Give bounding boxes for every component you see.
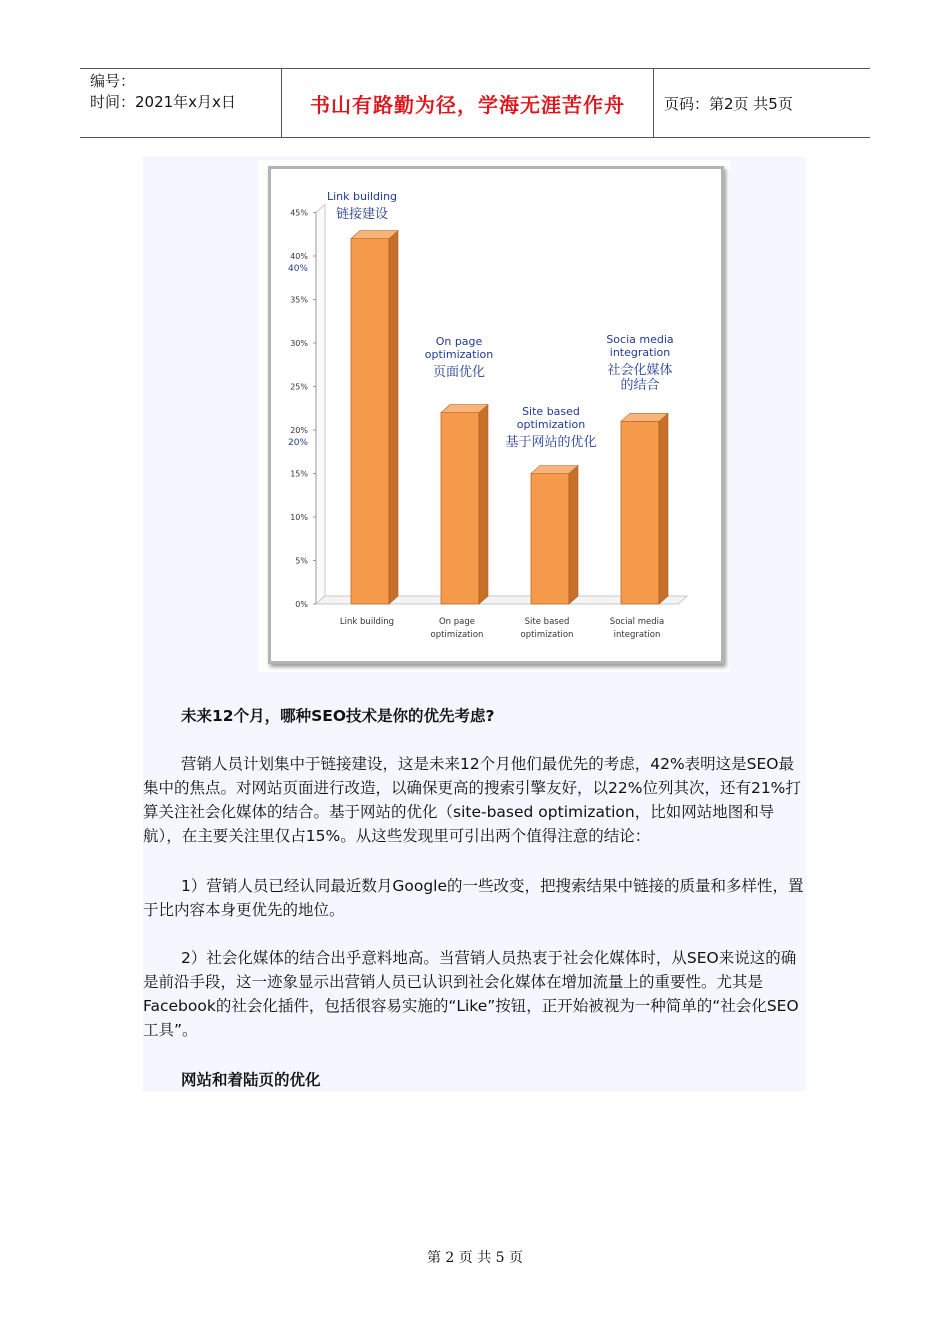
annotation-en: integration xyxy=(609,346,671,359)
y-tick-label: 40% xyxy=(290,252,308,261)
x-tick-label: On page xyxy=(438,617,476,627)
header-page-info: 页码：第2页 共5页 xyxy=(664,94,793,113)
annotation-zh: 的结合 xyxy=(620,378,660,393)
x-tick-label: Social media xyxy=(609,617,665,627)
y-tick-label: 10% xyxy=(290,513,308,522)
bar-front xyxy=(351,239,389,604)
x-tick-label: Link building xyxy=(339,617,395,627)
y-tick-label: 35% xyxy=(290,295,308,305)
header-meta xyxy=(80,69,282,137)
y-tick-label: 0% xyxy=(295,600,308,609)
paragraph-2: 1）营销人员已经认同最近数月Google的一些改变，把搜索结果中链接的质量和多样性，置于比内容本身更优先的地位。 xyxy=(143,877,804,919)
bar-side xyxy=(569,466,578,605)
x-tick-label: Site based xyxy=(524,617,570,627)
y-tick-label: 5% xyxy=(295,556,308,566)
y-tick-label: 45% xyxy=(290,208,308,218)
bar-front xyxy=(531,474,569,605)
paragraph-3: 2）社会化媒体的结合出乎意料地高。当营销人员热衷于社会化媒体时，从SEO来说这的确是前沿手段，这一迹象显示出营销人员已认识到社会化媒体在增加流量上的重要性。尤其是Facebook的社会化插件，包括很容易实施的“Like”按钮，正开始被视为一种简单的“社会化SEO工具”。 xyxy=(143,949,799,1039)
header-motto: 书山有路勤为径，学海无涯苦作舟 xyxy=(282,69,654,137)
annotation-zh: 社会化媒体 xyxy=(607,363,673,378)
bar-front xyxy=(621,421,659,604)
annotation-zh: 链接建设 xyxy=(335,207,389,222)
section-heading: 网站和着陆页的优化 xyxy=(181,1071,321,1089)
annotation-en: Site based xyxy=(522,405,580,418)
paragraph-1: 营销人员计划集中于链接建设，这是未来12个月他们最优先的考虑，42%表明这是SEO最集中的焦点。对网站页面进行改造，以确保更高的搜索引擎友好，以22%位列其次，还有21%打算关注社会化媒体的结合。基于网站的优化（site-based optimization，比如网站地图和导航），在主要关注里仅占15%。从这些发现里可引出两个值得注意的结论： xyxy=(143,755,801,845)
annotation-en: Link building xyxy=(326,190,398,203)
annotation-en: optimization xyxy=(424,348,494,361)
bar-side xyxy=(479,405,488,604)
page-footer: 第 2 页 共 5 页 xyxy=(426,1250,524,1266)
y-highlight-label: 20% xyxy=(287,438,308,448)
x-tick-label: integration xyxy=(613,630,661,640)
annotation-zh: 页面优化 xyxy=(432,365,486,380)
y-tick-label: 20% xyxy=(290,426,308,435)
time-label: 时间：2021年x月x日 xyxy=(90,93,236,111)
number-label: 编号： xyxy=(90,72,136,90)
bar-side xyxy=(389,231,398,604)
bar-side xyxy=(659,413,668,604)
y-highlight-label: 40% xyxy=(287,264,308,274)
annotation-en: Socia media xyxy=(606,333,674,346)
y-tick-label: 30% xyxy=(290,339,308,348)
question-heading: 未来12个月，哪种SEO技术是你的优先考虑? xyxy=(181,707,495,725)
chart-container xyxy=(258,160,730,672)
y-tick-label: 25% xyxy=(290,382,308,392)
chart-back-wall xyxy=(316,205,325,605)
annotation-en: On page xyxy=(435,335,483,348)
bar-chart xyxy=(271,169,721,661)
page-header xyxy=(80,68,870,138)
annotation-en: optimization xyxy=(516,418,586,431)
bar-front xyxy=(441,413,479,604)
x-tick-label: optimization xyxy=(430,630,484,640)
x-tick-label: optimization xyxy=(520,630,574,640)
y-tick-label: 15% xyxy=(290,469,308,479)
chart-frame xyxy=(268,166,724,664)
annotation-zh: 基于网站的优化 xyxy=(505,435,597,450)
